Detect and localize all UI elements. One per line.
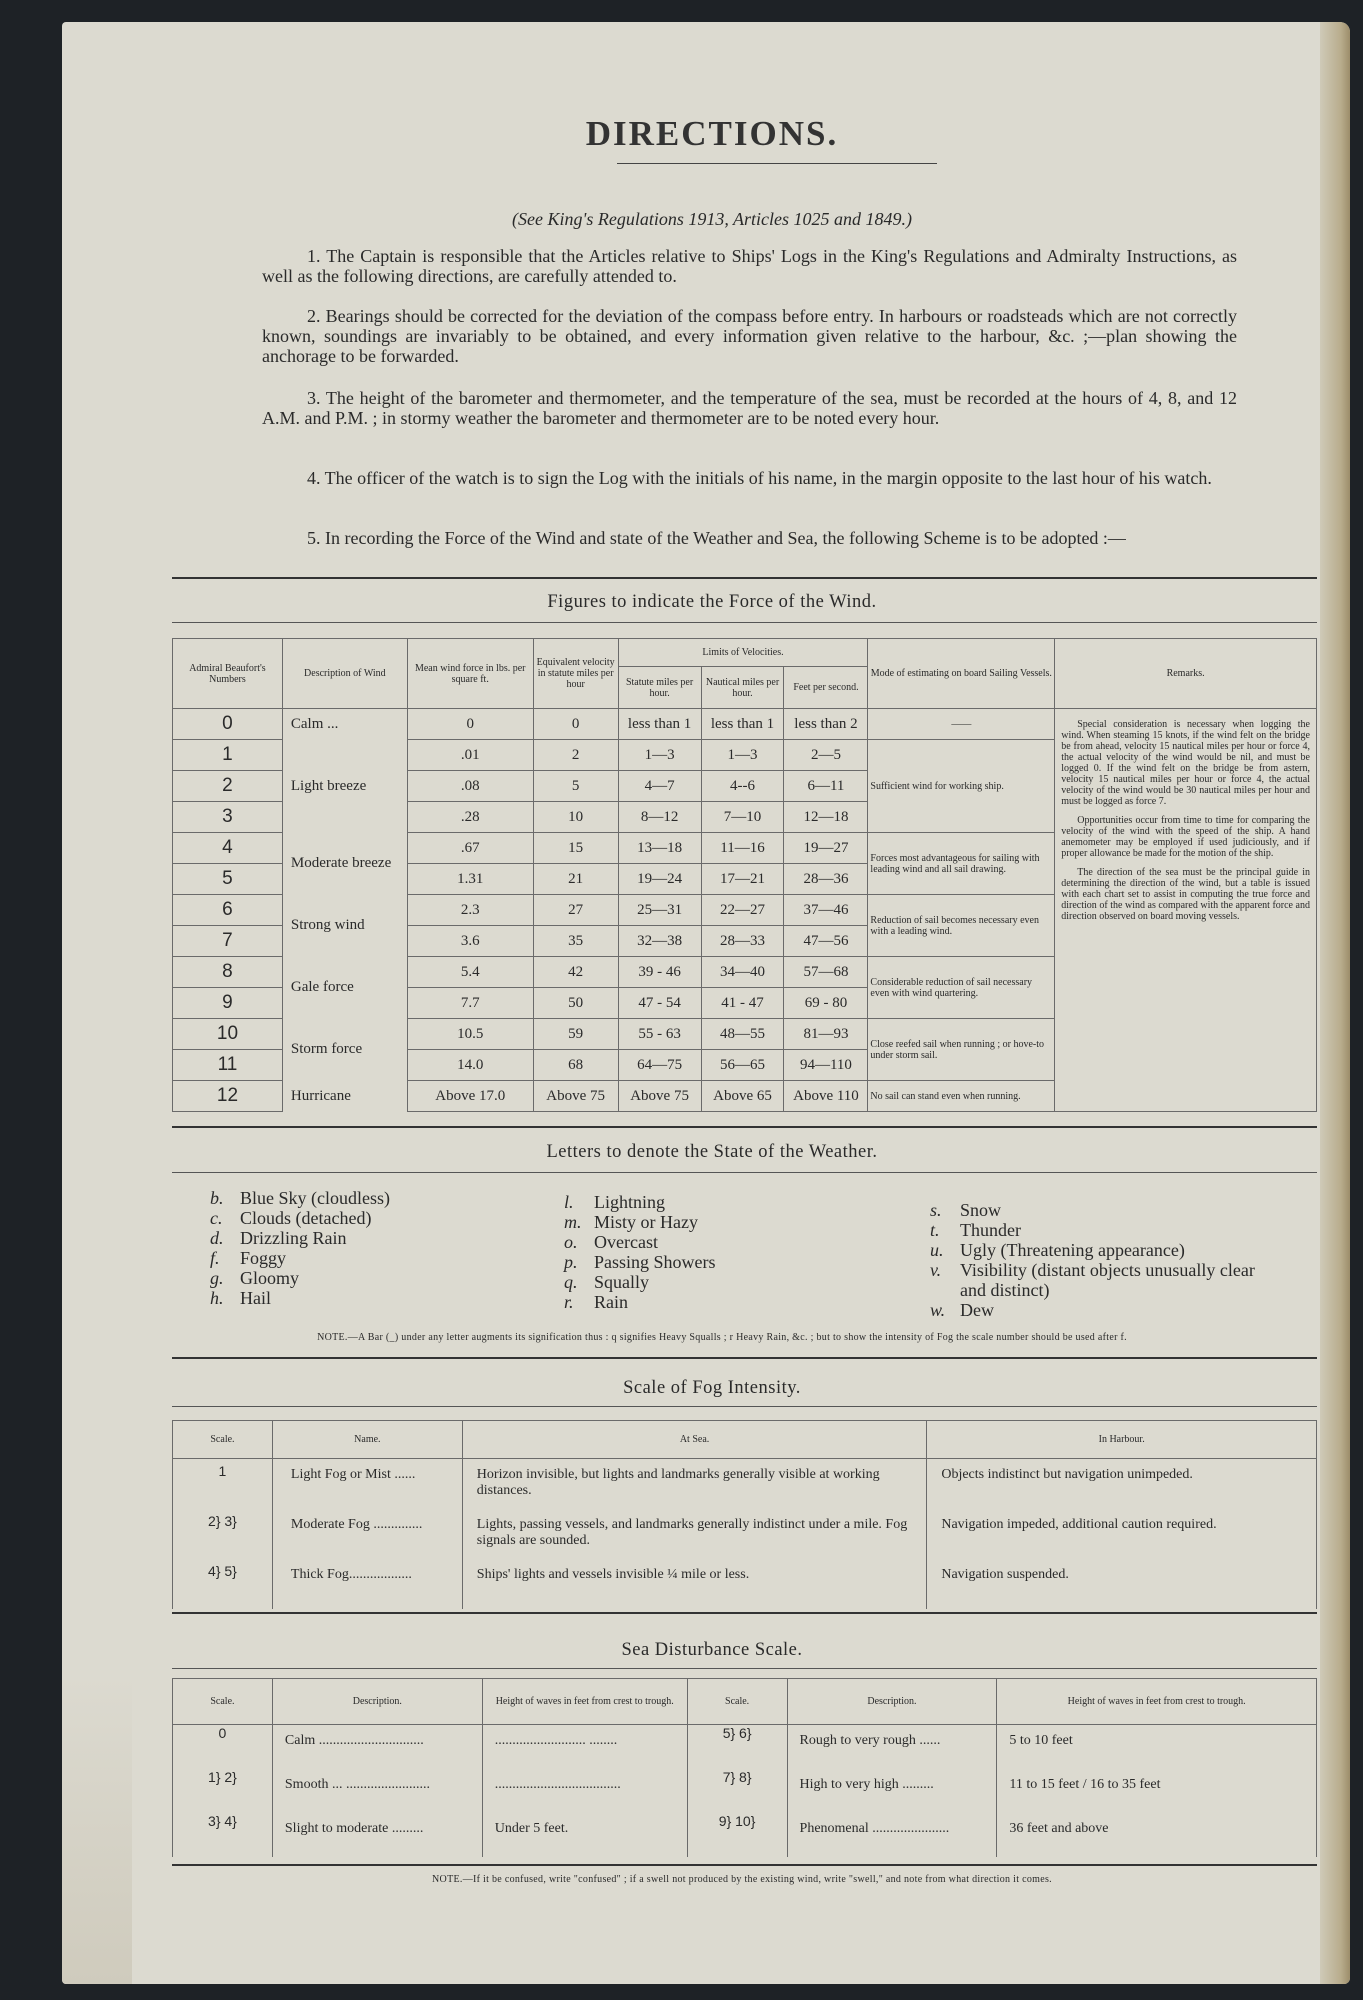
- sea-scale-right: 9} 10}: [687, 1813, 787, 1857]
- statute-miles: 25—31: [618, 895, 701, 926]
- weather-code: v.: [930, 1260, 942, 1280]
- weather-text: Hail: [240, 1288, 271, 1308]
- feet-per-second: 6—11: [784, 771, 868, 802]
- wind-description: Storm force: [282, 1019, 407, 1081]
- sea-disturbance-table: [172, 1678, 1317, 1857]
- equivalent-velocity: 35: [533, 926, 618, 957]
- weather-entry: [930, 1260, 1270, 1300]
- statute-miles: 47 - 54: [618, 988, 701, 1019]
- weather-bottom-rule: [172, 1357, 1317, 1359]
- remarks-paragraph: Opportunities occur from time to time for comparing the velocity of the wind with the speed of the ship. A hand anemometer may be employed if used judiciously, and if proper allowance be made for the motion of the ship.: [1061, 815, 1310, 859]
- sea-row: [173, 1725, 1317, 1769]
- weather-entry: [930, 1220, 1270, 1240]
- weather-text: Snow: [960, 1200, 1002, 1220]
- weather-entry: [564, 1212, 834, 1232]
- sea-scale-left: 3} 4}: [173, 1813, 273, 1857]
- wind-description: Moderate breeze: [282, 833, 407, 895]
- mean-wind-force: 5.4: [407, 957, 533, 988]
- weather-entry: [210, 1288, 480, 1308]
- feet-per-second: less than 2: [784, 709, 868, 740]
- weather-entry: [564, 1272, 834, 1292]
- feet-per-second: 69 - 80: [784, 988, 868, 1019]
- mean-wind-force: .01: [407, 740, 533, 771]
- nautical-miles: 28—33: [701, 926, 784, 957]
- weather-code: h.: [210, 1288, 224, 1308]
- sea-desc-right: High to very high .........: [787, 1769, 997, 1813]
- beaufort-number: 5: [173, 864, 283, 895]
- page-title: DIRECTIONS.: [585, 114, 839, 153]
- sailing-mode: Forces most advantageous for sailing with leading wind and all sail drawing.: [868, 833, 1055, 895]
- fog-name: Thick Fog..................: [272, 1559, 462, 1609]
- nautical-miles: 11—16: [701, 833, 784, 864]
- header-statute: Statute miles per hour.: [618, 667, 701, 709]
- nautical-miles: 56—65: [701, 1050, 784, 1081]
- page-spine: [1320, 22, 1350, 1984]
- weather-text: Ugly (Threatening appearance): [960, 1240, 1185, 1260]
- page-subtitle: (See King's Regulations 1913, Articles 1025 and 1849.): [512, 209, 912, 229]
- nautical-miles: 48—55: [701, 1019, 784, 1050]
- weather-code: r.: [564, 1292, 574, 1312]
- weather-column-3: [930, 1200, 1270, 1320]
- fog-row: [173, 1459, 1317, 1509]
- beaufort-number: 6: [173, 895, 283, 926]
- sea-scale-left: 0: [173, 1725, 273, 1769]
- sailing-mode: ——: [868, 709, 1055, 740]
- wind-description: Gale force: [282, 957, 407, 1019]
- paragraph-1: 1. The Captain is responsible that the Articles relative to Ships' Logs in the King's Regulations and Admiralty Instructions, as well as the following directions, are carefully attended to.: [262, 246, 1237, 286]
- sea-height-right: 11 to 15 feet / 16 to 35 feet: [997, 1769, 1317, 1813]
- paragraph-4: 4. The officer of the watch is to sign the Log with the initials of his name, in the margin opposite to the last hour of his watch.: [307, 468, 1212, 488]
- remarks-paragraph: The direction of the sea must be the principal guide in determining the direction of the wind, but a table is issued with each chart set to assist in computing the true force and direction of the wind as compared with the apparent force and direction observed on board moving vessels.: [1061, 867, 1310, 922]
- equivalent-velocity: 21: [533, 864, 618, 895]
- weather-code: d.: [210, 1228, 224, 1248]
- beaufort-number: 11: [173, 1050, 283, 1081]
- header-beaufort: Admiral Beaufort's Numbers: [173, 639, 283, 709]
- nautical-miles: Above 65: [701, 1081, 784, 1112]
- header-nautical: Nautical miles per hour.: [701, 667, 784, 709]
- weather-code: l.: [564, 1192, 574, 1212]
- weather-entry: [930, 1300, 1270, 1320]
- feet-per-second: 37—46: [784, 895, 868, 926]
- weather-entry: [210, 1188, 480, 1208]
- weather-entry: [210, 1228, 480, 1248]
- mean-wind-force: 0: [407, 709, 533, 740]
- fog-at-sea: Ships' lights and vessels invisible ¼ mile or less.: [462, 1559, 927, 1609]
- statute-miles: 1—3: [618, 740, 701, 771]
- equivalent-velocity: 10: [533, 802, 618, 833]
- fog-name: Moderate Fog ..............: [272, 1509, 462, 1559]
- sea-header-scale-right: Scale.: [687, 1679, 787, 1725]
- weather-code: b.: [210, 1188, 224, 1208]
- sea-height-left: ....................................: [482, 1769, 687, 1813]
- feet-per-second: 47—56: [784, 926, 868, 957]
- header-feet: Feet per second.: [784, 667, 868, 709]
- weather-code: u.: [930, 1240, 944, 1260]
- fog-bottom-rule: [172, 1612, 1317, 1614]
- fog-row: [173, 1559, 1317, 1609]
- mean-wind-force: 2.3: [407, 895, 533, 926]
- beaufort-number: 0: [173, 709, 283, 740]
- beaufort-number: 8: [173, 957, 283, 988]
- remarks-cell: [1055, 709, 1317, 1112]
- feet-per-second: 19—27: [784, 833, 868, 864]
- beaufort-number: 3: [173, 802, 283, 833]
- feet-per-second: 12—18: [784, 802, 868, 833]
- sea-desc-left: Slight to moderate .........: [272, 1813, 482, 1857]
- sailing-mode: No sail can stand even when running.: [868, 1081, 1055, 1112]
- nautical-miles: 34—40: [701, 957, 784, 988]
- mean-wind-force: .08: [407, 771, 533, 802]
- sea-header-desc-right: Description.: [787, 1679, 997, 1725]
- nautical-miles: 22—27: [701, 895, 784, 926]
- statute-miles: 4—7: [618, 771, 701, 802]
- paragraph-2: 2. Bearings should be corrected for the deviation of the compass before entry. In harbours or roadsteads which are not correctly known, soundings are invariably to be obtained, and every information given relative to the harbour, &c. ;—plan showing the anchorage to be forwarded.: [262, 306, 1237, 366]
- weather-entry: [930, 1200, 1270, 1220]
- statute-miles: 32—38: [618, 926, 701, 957]
- wind-description: Hurricane: [282, 1081, 407, 1112]
- header-mode: Mode of estimating on board Sailing Vessels.: [868, 639, 1055, 709]
- weather-note: NOTE.—A Bar (_) under any letter augments its signification thus : q signifies Heavy Squalls ; r Heavy Rain, &c. ; but to show the intensity of Fog the scale number should be used after f.: [317, 1332, 1127, 1343]
- weather-code: o.: [564, 1232, 578, 1252]
- header-mean-force: Mean wind force in lbs. per square ft.: [407, 639, 533, 709]
- weather-code: g.: [210, 1268, 224, 1288]
- weather-title: Letters to denote the State of the Weather.: [546, 1142, 878, 1162]
- fog-in-harbour: Objects indistinct but navigation unimpeded.: [927, 1459, 1317, 1509]
- feet-per-second: 2—5: [784, 740, 868, 771]
- paragraph-5: 5. In recording the Force of the Wind and state of the Weather and Sea, the following Scheme is to be adopted :—: [307, 528, 1126, 548]
- sea-row: [173, 1769, 1317, 1813]
- wind-description: Light breeze: [282, 740, 407, 833]
- weather-text: Clouds (detached): [240, 1208, 372, 1228]
- equivalent-velocity: 27: [533, 895, 618, 926]
- header-limits: Limits of Velocities.: [618, 639, 868, 667]
- weather-column-2: [564, 1192, 834, 1312]
- equivalent-velocity: 50: [533, 988, 618, 1019]
- weather-code: m.: [564, 1212, 582, 1232]
- nautical-miles: 1—3: [701, 740, 784, 771]
- sailing-mode: Considerable reduction of sail necessary even with wind quartering.: [868, 957, 1055, 1019]
- equivalent-velocity: 42: [533, 957, 618, 988]
- sea-scale-left: 1} 2}: [173, 1769, 273, 1813]
- mean-wind-force: 7.7: [407, 988, 533, 1019]
- feet-per-second: 28—36: [784, 864, 868, 895]
- weather-text: Lightning: [594, 1192, 665, 1212]
- nautical-miles: 4--6: [701, 771, 784, 802]
- weather-text: Drizzling Rain: [240, 1228, 347, 1248]
- beaufort-number: 10: [173, 1019, 283, 1050]
- sea-desc-right: Rough to very rough ......: [787, 1725, 997, 1769]
- fog-in-harbour: Navigation suspended.: [927, 1559, 1317, 1609]
- statute-miles: 8—12: [618, 802, 701, 833]
- equivalent-velocity: 68: [533, 1050, 618, 1081]
- sea-scale-right: 7} 8}: [687, 1769, 787, 1813]
- weather-text: Thunder: [960, 1220, 1021, 1240]
- weather-text: Overcast: [594, 1232, 658, 1252]
- fog-at-sea: Lights, passing vessels, and landmarks generally indistinct under a mile. Fog signals are sounded.: [462, 1509, 927, 1559]
- fog-in-harbour: Navigation impeded, additional caution required.: [927, 1509, 1317, 1559]
- equivalent-velocity: 5: [533, 771, 618, 802]
- torn-corner: [62, 1672, 132, 1984]
- weather-text: Rain: [594, 1292, 628, 1312]
- weather-text: Gloomy: [240, 1268, 300, 1288]
- remarks-paragraph: Special consideration is necessary when logging the wind. When steaming 15 knots, if the wind felt on the bridge be from ahead, velocity 15 nautical miles per hour or force 4, the actual velocity of the wind would be nil, and must be logged 0. If the wind felt on the bridge be from astern, velocity 15 nautical miles per hour or force 4, the actual velocity of the wind would be 30 nautical miles per hour and must be logged as force 7.: [1061, 719, 1310, 807]
- fog-intensity-table: [172, 1420, 1317, 1609]
- weather-text: Misty or Hazy: [594, 1212, 698, 1232]
- weather-entry: [930, 1240, 1270, 1260]
- sea-title: Sea Disturbance Scale.: [621, 1640, 803, 1660]
- mean-wind-force: Above 17.0: [407, 1081, 533, 1112]
- header-remarks: Remarks.: [1055, 639, 1317, 709]
- weather-title-rule: [172, 1172, 1317, 1173]
- weather-text: Foggy: [240, 1248, 287, 1268]
- statute-miles: 64—75: [618, 1050, 701, 1081]
- sea-desc-left: Smooth ... ........................: [272, 1769, 482, 1813]
- paragraph-3: 3. The height of the barometer and thermometer, and the temperature of the sea, must be recorded at the hours of 4, 8, and 12 A.M. and P.M. ; in stormy weather the barometer and thermometer are to be noted every hour.: [262, 388, 1237, 428]
- weather-text: Passing Showers: [594, 1252, 716, 1272]
- weather-column-1: [210, 1188, 480, 1308]
- wind-description: Calm ...: [282, 709, 407, 740]
- statute-miles: 19—24: [618, 864, 701, 895]
- mean-wind-force: .28: [407, 802, 533, 833]
- weather-code: p.: [564, 1252, 578, 1272]
- wind-description: Strong wind: [282, 895, 407, 957]
- nautical-miles: less than 1: [701, 709, 784, 740]
- sea-height-left: .......................... ........: [482, 1725, 687, 1769]
- sea-height-right: 5 to 10 feet: [997, 1725, 1317, 1769]
- sea-note: NOTE.—If it be confused, write "confused" ; if a swell not produced by the existing wind, write "swell," and note from what direction it comes.: [432, 1874, 1052, 1885]
- beaufort-number: 4: [173, 833, 283, 864]
- sea-header-scale-left: Scale.: [173, 1679, 273, 1725]
- mean-wind-force: .67: [407, 833, 533, 864]
- weather-entry: [564, 1252, 834, 1272]
- sea-title-rule: [172, 1668, 1317, 1669]
- wind-top-rule: [172, 577, 1317, 579]
- nautical-miles: 7—10: [701, 802, 784, 833]
- sea-row: [173, 1813, 1317, 1857]
- beaufort-number: 7: [173, 926, 283, 957]
- beaufort-number: 1: [173, 740, 283, 771]
- fog-header-sea: At Sea.: [462, 1421, 927, 1459]
- equivalent-velocity: 2: [533, 740, 618, 771]
- equivalent-velocity: 59: [533, 1019, 618, 1050]
- sea-header-desc-left: Description.: [272, 1679, 482, 1725]
- fog-scale: 1: [173, 1459, 273, 1509]
- sea-table-body: [173, 1725, 1317, 1857]
- statute-miles: 39 - 46: [618, 957, 701, 988]
- wind-title-rule: [172, 622, 1317, 623]
- sea-bottom-rule: [172, 1864, 1317, 1866]
- fog-header-name: Name.: [272, 1421, 462, 1459]
- weather-entry: [210, 1208, 480, 1228]
- mean-wind-force: 3.6: [407, 926, 533, 957]
- sea-height-right: 36 feet and above: [997, 1813, 1317, 1857]
- statute-miles: less than 1: [618, 709, 701, 740]
- weather-entry: [210, 1248, 480, 1268]
- sea-header-height-left: Height of waves in feet from crest to trough.: [482, 1679, 687, 1725]
- nautical-miles: 17—21: [701, 864, 784, 895]
- fog-header-scale: Scale.: [173, 1421, 273, 1459]
- beaufort-number: 9: [173, 988, 283, 1019]
- wind-table-body: [173, 709, 1317, 1112]
- sea-desc-right: Phenomenal ......................: [787, 1813, 997, 1857]
- fog-scale: 4} 5}: [173, 1559, 273, 1609]
- nautical-miles: 41 - 47: [701, 988, 784, 1019]
- fog-table-body: [173, 1459, 1317, 1609]
- beaufort-number: 12: [173, 1081, 283, 1112]
- weather-top-rule: [172, 1126, 1317, 1128]
- feet-per-second: 57—68: [784, 957, 868, 988]
- feet-per-second: 81—93: [784, 1019, 868, 1050]
- statute-miles: 55 - 63: [618, 1019, 701, 1050]
- sea-desc-left: Calm ..............................: [272, 1725, 482, 1769]
- weather-code: q.: [564, 1272, 578, 1292]
- weather-code: f.: [210, 1248, 220, 1268]
- weather-text: Squally: [594, 1272, 650, 1292]
- mean-wind-force: 10.5: [407, 1019, 533, 1050]
- sailing-mode: Sufficient wind for working ship.: [868, 740, 1055, 833]
- weather-code: w.: [930, 1300, 946, 1320]
- header-description: Description of Wind: [282, 639, 407, 709]
- log-page: [62, 22, 1350, 1984]
- weather-code: t.: [930, 1220, 940, 1240]
- equivalent-velocity: 0: [533, 709, 618, 740]
- equivalent-velocity: Above 75: [533, 1081, 618, 1112]
- weather-text: Dew: [960, 1300, 994, 1320]
- weather-entry: [564, 1232, 834, 1252]
- sea-height-left: Under 5 feet.: [482, 1813, 687, 1857]
- mean-wind-force: 14.0: [407, 1050, 533, 1081]
- statute-miles: 13—18: [618, 833, 701, 864]
- wind-force-table: [172, 638, 1317, 1112]
- equivalent-velocity: 15: [533, 833, 618, 864]
- statute-miles: Above 75: [618, 1081, 701, 1112]
- title-underline: [617, 163, 937, 164]
- weather-code: c.: [210, 1208, 223, 1228]
- feet-per-second: Above 110: [784, 1081, 868, 1112]
- fog-scale: 2} 3}: [173, 1509, 273, 1559]
- sailing-mode: Close reefed sail when running ; or hove-to under storm sail.: [868, 1019, 1055, 1081]
- header-equivalent: Equivalent velocity in statute miles per hour: [533, 639, 618, 709]
- fog-header-harbour: In Harbour.: [927, 1421, 1317, 1459]
- weather-entry: [564, 1292, 834, 1312]
- wind-table-title: Figures to indicate the Force of the Wind.: [547, 592, 877, 612]
- wind-row: [173, 709, 1317, 740]
- fog-title: Scale of Fog Intensity.: [623, 1378, 801, 1398]
- fog-row: [173, 1509, 1317, 1559]
- weather-text: Visibility (distant objects unusually clear and distinct): [960, 1260, 1255, 1300]
- feet-per-second: 94—110: [784, 1050, 868, 1081]
- weather-entry: [210, 1268, 480, 1288]
- weather-code: s.: [930, 1200, 942, 1220]
- fog-title-rule: [172, 1406, 1317, 1407]
- sea-scale-right: 5} 6}: [687, 1725, 787, 1769]
- fog-name: Light Fog or Mist ......: [272, 1459, 462, 1509]
- sailing-mode: Reduction of sail becomes necessary even with a leading wind.: [868, 895, 1055, 957]
- beaufort-number: 2: [173, 771, 283, 802]
- weather-entry: [564, 1192, 834, 1212]
- weather-text: Blue Sky (cloudless): [240, 1188, 390, 1208]
- mean-wind-force: 1.31: [407, 864, 533, 895]
- fog-at-sea: Horizon invisible, but lights and landmarks generally visible at working distances.: [462, 1459, 927, 1509]
- sea-header-height-right: Height of waves in feet from crest to trough.: [997, 1679, 1317, 1725]
